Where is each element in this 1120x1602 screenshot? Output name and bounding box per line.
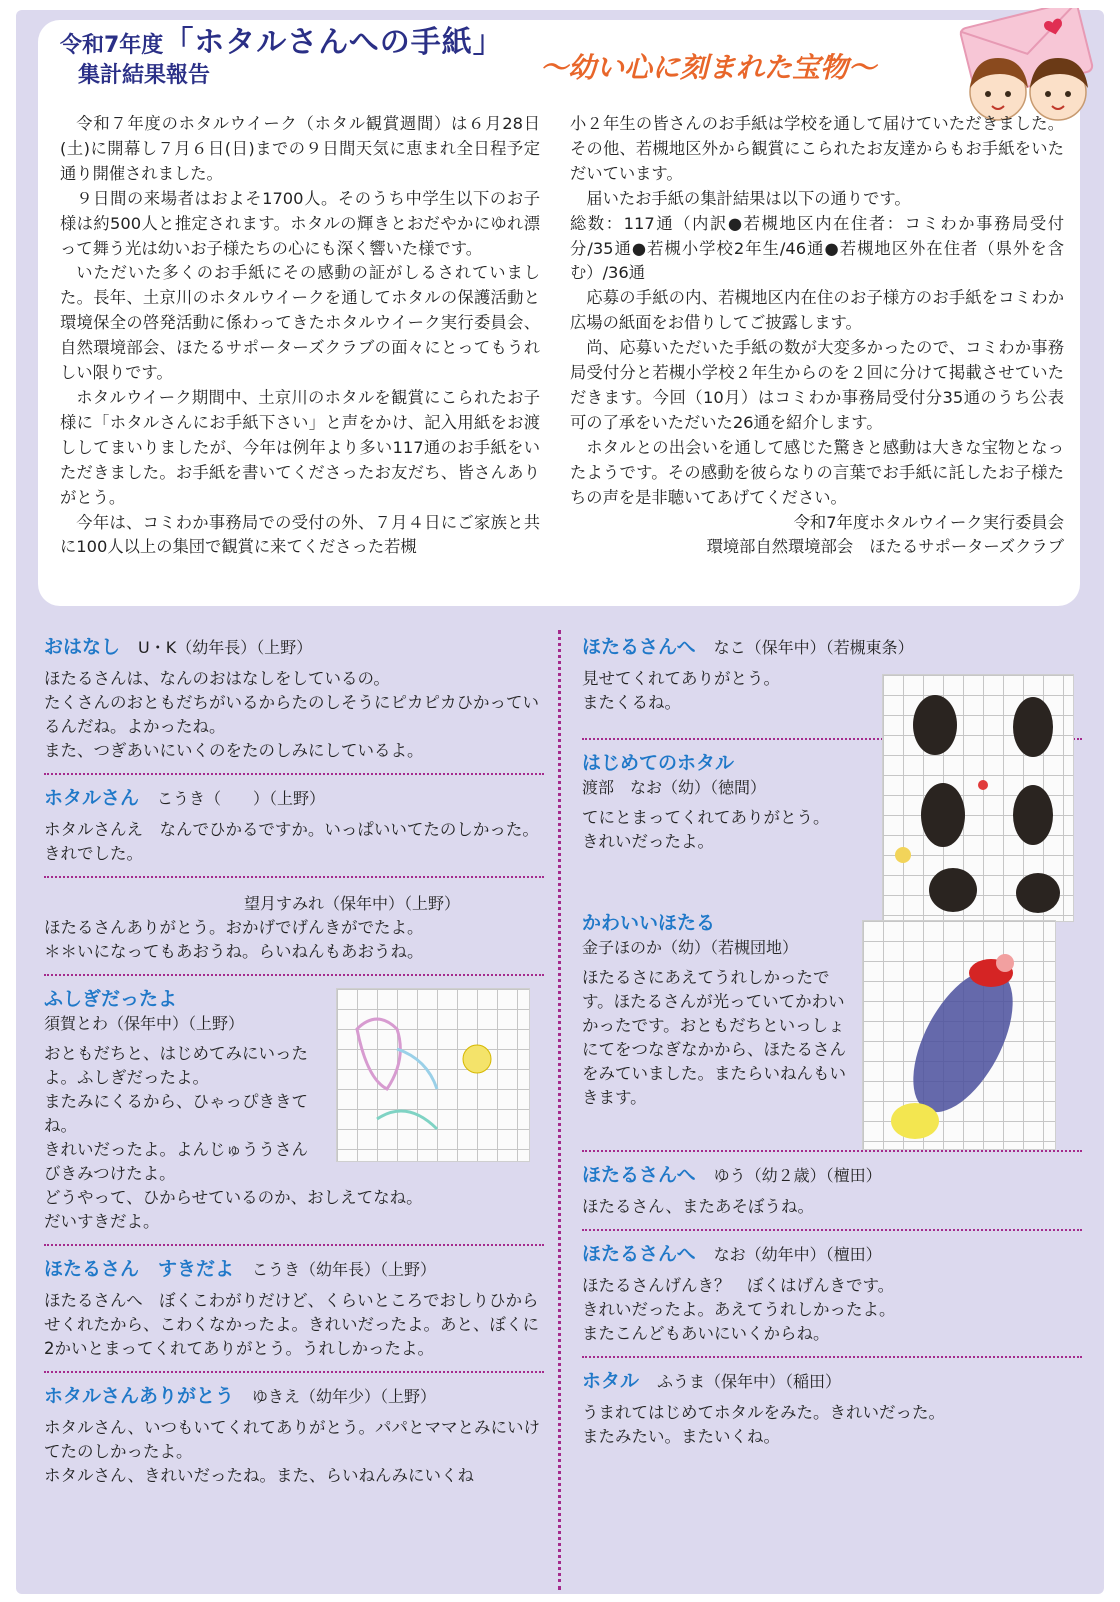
letter-line: おともだちと、はじめてみにいったよ。ふしぎだったよ。	[44, 1044, 308, 1087]
letter-line: ほたるさんげんき？ ぼくはげんきです。	[582, 1276, 895, 1295]
letter-entry	[582, 1229, 1082, 1356]
letter-author: 須賀とわ（保年中）（上野）	[44, 1014, 245, 1033]
report-signature: 令和7年度ホタルウイーク実行委員会	[793, 512, 1064, 532]
letter-author: なお（幼年中）（檀田）	[713, 1245, 882, 1264]
letter-line: またくるね。	[582, 693, 681, 712]
letter-line: またこんどもあいにいくからね。	[582, 1324, 830, 1343]
report-paragraph: ホタルウイーク期間中、土京川のホタルを観賞にこられたお子様に「ホタルさんにお手紙下さい」と声をかけ、記入用紙をお渡ししてまいりましたが、今年は例年より多い117通のお手紙をいただきました。お手紙を書いてくださったお友だち、皆さんありがとう。	[60, 387, 540, 507]
letter-line: だいすきだよ。	[44, 1212, 160, 1231]
letter-author: ゆきえ（幼年少）（上野）	[252, 1387, 437, 1406]
report-paragraph: 尚、応募いただいた手紙の数が大変多かったので、コミわか事務局受付分と若槻小学校２年生からのを２回に分けて掲載させていただきます。今回（10月）はコミわか事務局受付分35通のうち公表可の了承をいただいた26通を紹介します。	[570, 338, 1064, 432]
letter-title: はじめてのホタル	[582, 752, 735, 774]
letter-author: 金子ほのか（幼）（若槻団地）	[582, 938, 799, 957]
letter-entry	[44, 773, 544, 876]
letters-left-column	[44, 632, 544, 1498]
letter-line: きれいだったよ。	[582, 832, 714, 851]
letter-line: ほたるさにあえてうれしかったです。ほたるさんが光っていてかわいかったです。おともだちといっしょにてをつなぎなかから、ほたるさんをみていました。またらいねんもいきます。	[582, 968, 846, 1107]
child-drawing	[862, 920, 1056, 1150]
letter-title: かわいいほたる	[582, 912, 716, 934]
report-signature: 環境部自然環境部会 ほたるサポーターズクラブ	[706, 537, 1064, 557]
children-envelope-illustration	[946, 8, 1106, 126]
letter-entry	[582, 1356, 1082, 1459]
letter-line: また、つぎあいにいくのをたのしみにしているよ。	[44, 741, 424, 760]
letter-line: たくさんのおともだちがいるからたのしそうにピカピカひかっているんだね。よかったね。	[44, 693, 539, 736]
letter-line: ほたるさんは、なんのおはなしをしているの。	[44, 669, 390, 688]
letter-line: ホタルさんえ なんでひかるですか。いっぱいいてたのしかった。きれでした。	[44, 820, 539, 863]
letter-title: ホタル	[582, 1370, 640, 1392]
report-paragraph: 令和７年度のホタルウイーク（ホタル観賞週間）は６月28日(土)に開幕し７月６日(日)までの９日間天気に恵まれ全日程予定通り開催されました。	[60, 114, 540, 183]
report-paragraph: 今年は、コミわか事務局での受付の外、７月４日にご家族と共に100人以上の集団で観賞に来てくださった若槻	[60, 512, 540, 557]
report-totals: 総数：117通（内訳●若槻地区内在住者：コミわか事務局受付分/35通●若槻小学校2年生/46通●若槻地区外在住者（県外を含む）/36通	[570, 213, 1064, 283]
letter-entry	[44, 974, 544, 1244]
letter-line: ホタルさん、きれいだったね。また、らいねんみにいくね	[44, 1466, 474, 1485]
letter-line: ほたるさんありがとう。おかげでげんきがでたよ。	[44, 918, 424, 937]
title-main: 「ホタルさんへの手紙」	[163, 25, 504, 60]
letter-title: ホタルさんありがとう	[44, 1385, 235, 1407]
letter-entry	[44, 876, 544, 974]
report-left-column	[60, 112, 540, 560]
child-drawing	[882, 674, 1074, 922]
report-title	[60, 25, 620, 91]
letter-author: なこ（保年中）（若槻東条）	[713, 638, 914, 657]
column-divider	[558, 630, 561, 1590]
report-paragraph: 応募の手紙の内、若槻地区内在住のお子様方のお手紙をコミわか広場の紙面をお借りしてご披露します。	[570, 288, 1064, 333]
subtitle: ～幼い心に刻まれた宝物～	[540, 51, 877, 84]
letter-author: U・K（幼年長）（上野）	[138, 638, 313, 657]
letter-line: ほたるさん、またあそぼうね。	[582, 1197, 814, 1216]
letter-entry	[582, 1150, 1082, 1229]
letters-right-column	[582, 632, 1082, 1459]
report-paragraph: ９日間の来場者はおよそ1700人。そのうち中学生以下のお子様は約500人と推定されます。ホタルの輝きとおだやかにゆれ漂って舞う光は幼いお子様たちの心にも深く響いた様です。	[60, 188, 540, 258]
letter-line: てにとまってくれてありがとう。	[582, 808, 830, 827]
title-line2: 集計結果報告	[78, 63, 211, 88]
letter-line: うまれてはじめてホタルをみた。きれいだった。	[582, 1403, 945, 1422]
letter-title: ホタルさん	[44, 787, 140, 809]
letter-entry	[582, 908, 1082, 1150]
letter-author: こうき（ ）（上野）	[157, 789, 326, 808]
letter-title: ほたるさんへ	[582, 1164, 696, 1186]
letter-line: どうやって、ひからせているのか、おしえてなね。	[44, 1188, 423, 1207]
report-right-column	[570, 112, 1064, 560]
letter-entry	[44, 632, 544, 773]
letter-author: ふうま（保年中）（稲田）	[657, 1372, 842, 1391]
report-paragraph: いただいた多くのお手紙にその感動の証がしるされていました。長年、土京川のホタルウイークを通してホタルの保護活動と環境保全の啓発活動に係わってきたホタルウイーク実行委員会、自然環境部会、ほたるサポーターズクラブの面々にとってもうれしい限りです。	[60, 263, 540, 383]
letter-title: ほたるさん すきだよ	[44, 1258, 235, 1280]
letter-line: またみにくるから、ひゃっぴききてね。	[44, 1092, 308, 1135]
title-year: 令和7年度	[60, 33, 164, 58]
letter-line: 見せてくれてありがとう。	[582, 669, 780, 688]
letter-author: ゆう（幼２歳）（檀田）	[713, 1166, 882, 1185]
letter-line: ほたるさんへ ぼくこわがりだけど、くらいところでおしりひからせくれたから、こわくなかったよ。きれいだったよ。あと、ぼくに2かいとまってくれてありがとう。うれしかったよ。	[44, 1291, 539, 1358]
letter-title: ほたるさんへ	[582, 636, 696, 658]
letter-line: ホタルさん、いつもいてくれてありがとう。パパとママとみにいけてたのしかったよ。	[44, 1418, 540, 1461]
report-paragraph: 小２年生の皆さんのお手紙は学校を通して届けていただきました。その他、若槻地区外から観賞にこられたお友達からもお手紙をいただいています。	[570, 114, 1064, 183]
letter-line: またみたい。またいくね。	[582, 1427, 780, 1446]
letter-entry	[44, 1371, 544, 1498]
letter-entry	[44, 1244, 544, 1371]
letter-title: おはなし	[44, 636, 121, 658]
letter-line: きれいだったよ。よんじゅううさんびきみつけたよ。	[44, 1140, 308, 1183]
letter-title: ふしぎだったよ	[44, 988, 178, 1010]
letter-title: ほたるさんへ	[582, 1243, 696, 1265]
report-paragraph: ホタルとの出会いを通して感じた驚きと感動は大きな宝物となったようです。その感動を彼らなりの言葉でお手紙に託したお子様たちの声を是非聴いてあげてください。	[570, 437, 1064, 507]
letter-line: きれいだったよ。あえてうれしかったよ。	[582, 1300, 896, 1319]
report-paragraph: 届いたお手紙の集計結果は以下の通りです。	[586, 188, 911, 208]
letter-author: 渡部 なお（幼）（徳間）	[582, 778, 767, 797]
letter-author: 望月すみれ（保年中）（上野）	[244, 894, 461, 913]
letter-author: こうき（幼年長）（上野）	[252, 1260, 437, 1279]
child-drawing	[336, 988, 530, 1162]
letter-line: ＊＊いになってもあおうね。らいねんもあおうね。	[44, 942, 424, 961]
